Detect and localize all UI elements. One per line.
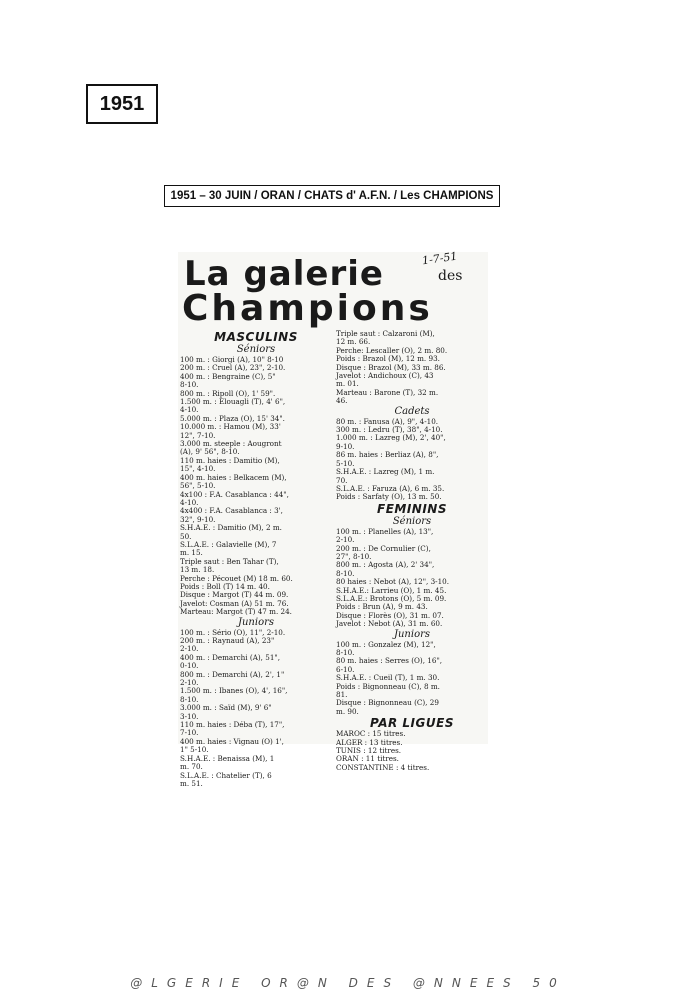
result-line: m. 15. [180,548,203,558]
result-line: TUNIS : 12 titres. [336,746,402,756]
result-line: 8-10. [180,694,199,704]
result-line: (A), 9' 56", 8-10. [180,447,240,457]
category-heading: Séniors [236,344,276,355]
result-line: 56", 5-10. [180,481,216,491]
result-line: 7-10. [180,728,199,738]
result-line: 86 m. haies : Berliaz (A), 8", [336,450,439,460]
result-line: 100 m. : Sério (O), 11", 2-10. [180,627,286,637]
category-heading: Séniors [392,515,432,527]
masthead-title-line1: La galerie [184,254,384,294]
result-line: S.H.A.E. : Lazreg (M), 1 m. [336,467,435,477]
result-line: m. 70. [180,762,203,772]
result-line: 100 m. : Giorgi (A), 10" 8-10 [180,355,284,364]
result-line: S.L.A.E. : Faruza (A), 6 m. 35. [336,483,445,493]
result-line: 8-10. [180,380,199,390]
result-line: Javelot: Cosman (A) 51 m. 76. [180,598,289,608]
result-line: 5-10. [336,458,355,468]
result-line: 2-10. [180,644,199,654]
result-line: 3-10. [180,711,199,721]
result-line: 400 m. : Demarchi (A), 51", [180,652,280,662]
result-line: 80 m. haies : Serres (O), 16", [336,656,443,666]
result-line: Disque : Bignonneau (C), 29 [336,698,439,708]
result-line: Marteau: Margot (T) 47 m. 24. [180,607,292,617]
caption-text: 1951 – 30 JUIN / ORAN / CHATS d' A.F.N. / Les CHAMPIONS [170,190,494,202]
result-line: Javelot : Andichoux (C), 43 [336,371,434,381]
result-line: 80 m. : Fanusa (A), 9", 4-10. [336,416,439,426]
result-line: S.H.A.E. : Cueil (T), 1 m. 30. [336,673,440,683]
result-line: S.H.A.E. : Damitio (M), 2 m. [180,523,282,533]
result-line: Disque : Brazol (M), 33 m. 86. [336,362,446,372]
result-line: 70. [336,475,348,485]
result-line: 1.500 m. : Ibanes (O), 4', 16", [180,686,288,696]
section-heading: FEMININS [377,501,447,516]
masthead-title-line2: Champions [182,288,433,329]
result-line: 110 m. haies : Déba (T), 17", [180,720,285,730]
result-line: 4-10. [180,405,199,415]
result-line: 400 m. haies : Vignau (O) 1', [180,736,284,746]
result-line: 2-10. [180,678,199,688]
result-line: 4x100 : F.A. Casablanca : 44", [180,489,289,499]
result-line: ORAN : 11 titres. [336,754,399,764]
result-line: Triple saut : Calzaroni (M), [336,329,435,338]
result-line: Marteau : Barone (T), 32 m. [336,387,439,397]
result-line: 3.000 m. steeple : Aougront [180,439,282,449]
result-line: Disque : Florès (O), 31 m. 07. [336,610,444,620]
year-label: 1951 [99,92,145,115]
result-line: 200 m. : De Cornulier (C), [336,543,431,553]
result-line: 1.500 m. : Elouagli (T), 4' 6", [180,397,286,407]
result-line: 9-10. [336,441,355,451]
result-line: 27", 8-10. [336,551,372,561]
result-line: Poids : Bignonneau (C), 8 m. [336,681,440,691]
result-line: 15", 4-10. [180,464,216,474]
result-line: 400 m. : Bengraine (C), 5" [180,371,276,381]
result-line: S.H.A.E. : Benaissa (M), 1 [180,753,275,763]
category-heading: Cadets [394,405,430,417]
result-line: 4-10. [180,497,199,507]
result-line: 8-10. [336,568,355,578]
result-line: S.H.A.E.: Larrieu (O), 1 m. 45. [336,585,447,595]
result-line: 400 m. haies : Belkacem (M), [180,472,287,482]
clipping-masthead [180,249,486,329]
clipping-left-column [180,330,332,788]
section-heading: MASCULINS [214,330,298,344]
result-line: m. 01. [336,379,359,389]
result-line: 50. [180,531,192,541]
section-heading: PAR LIGUES [370,716,454,731]
result-line: Poids : Brun (A), 9 m. 43. [336,602,428,612]
result-line: m. 51. [180,778,203,788]
result-line: 81. [336,690,348,700]
result-line: 2-10. [336,535,355,545]
result-line: 10.000 m. : Hamou (M), 33' [180,422,281,432]
result-line: 300 m. : Ledru (T), 38", 4-10. [336,425,443,435]
result-line: Perche: Lescaller (O), 2 m. 80. [336,345,448,355]
clipping-right-column [336,330,488,772]
result-line: 1" 5-10. [180,745,209,755]
category-heading: Juniors [237,616,275,628]
result-line: 100 m. : Planelles (A), 13", [336,526,434,536]
result-line: Disque : Margot (T) 44 m. 09. [180,590,289,600]
result-line: 0-10. [180,661,199,671]
result-line: S.L.A.E. : Chatelier (T), 6 [180,770,272,780]
masthead-title-des: des [438,268,463,284]
result-line: 100 m. : Gonzalez (M), 12", [336,639,436,649]
result-line: Triple saut : Ben Tahar (T), [180,556,279,566]
result-line: Poids : Sarfaty (O), 13 m. 50. [336,492,442,502]
result-line: 800 m. : Ripoll (O), 1' 59". [180,388,276,398]
caption-box [164,185,500,207]
handwritten-date: 1-7-51 [421,249,459,268]
result-line: Perche : Pécouet (M) 18 m. 60. [180,573,293,583]
year-label-box [86,84,158,124]
result-line: 800 m. : Agosta (A), 2' 34", [336,560,435,570]
result-line: ALGER : 13 titres. [336,737,403,747]
result-line: 4x400 : F.A. Casablanca : 3', [180,506,283,516]
result-line: S.L.A.E.: Brotons (O), 5 m. 09. [336,593,447,603]
category-heading: Juniors [393,628,431,640]
result-line: 200 m. : Cruel (A), 23", 2-10. [180,363,286,373]
footer-credit [0,976,696,990]
footer-credit-text: @LGERIE OR@N DES @NNEES 50 [130,976,566,990]
result-line: 46. [336,396,348,406]
result-line: 8-10. [336,648,355,657]
result-line: 800 m. : Demarchi (A), 2', 1" [180,669,285,679]
result-line: 12", 7-10. [180,430,216,440]
result-line: S.L.A.E. : Galavielle (M), 7 [180,539,277,549]
result-line: 3.000 m. : Saïd (M), 9' 6" [180,703,272,713]
result-line: 1.000 m. : Lazreg (M), 2', 40", [336,433,446,443]
result-line: 5.000 m. : Plaza (O), 15' 34". [180,413,285,423]
newspaper-clipping [178,249,488,788]
result-line: 110 m. haies : Damitio (M), [180,455,280,465]
result-line: m. 90. [336,706,359,716]
result-line: MAROC : 15 titres. [336,729,406,739]
result-line: 200 m. : Raynaud (A), 23" [180,636,275,645]
result-line: 13 m. 18. [180,565,215,575]
result-line: 6-10. [336,664,355,674]
result-line: Javelot : Nebot (A), 31 m. 60. [336,619,443,629]
result-line: 32", 9-10. [180,514,216,524]
result-line: CONSTANTINE : 4 titres. [336,762,430,772]
result-line: Poids : Brazol (M), 12 m. 93. [336,354,440,364]
result-line: Poids : Boll (T) 14 m. 40. [180,581,270,591]
result-line: 12 m. 66. [336,337,371,347]
result-line: 80 haies : Nebot (A), 12", 3-10. [336,577,450,587]
